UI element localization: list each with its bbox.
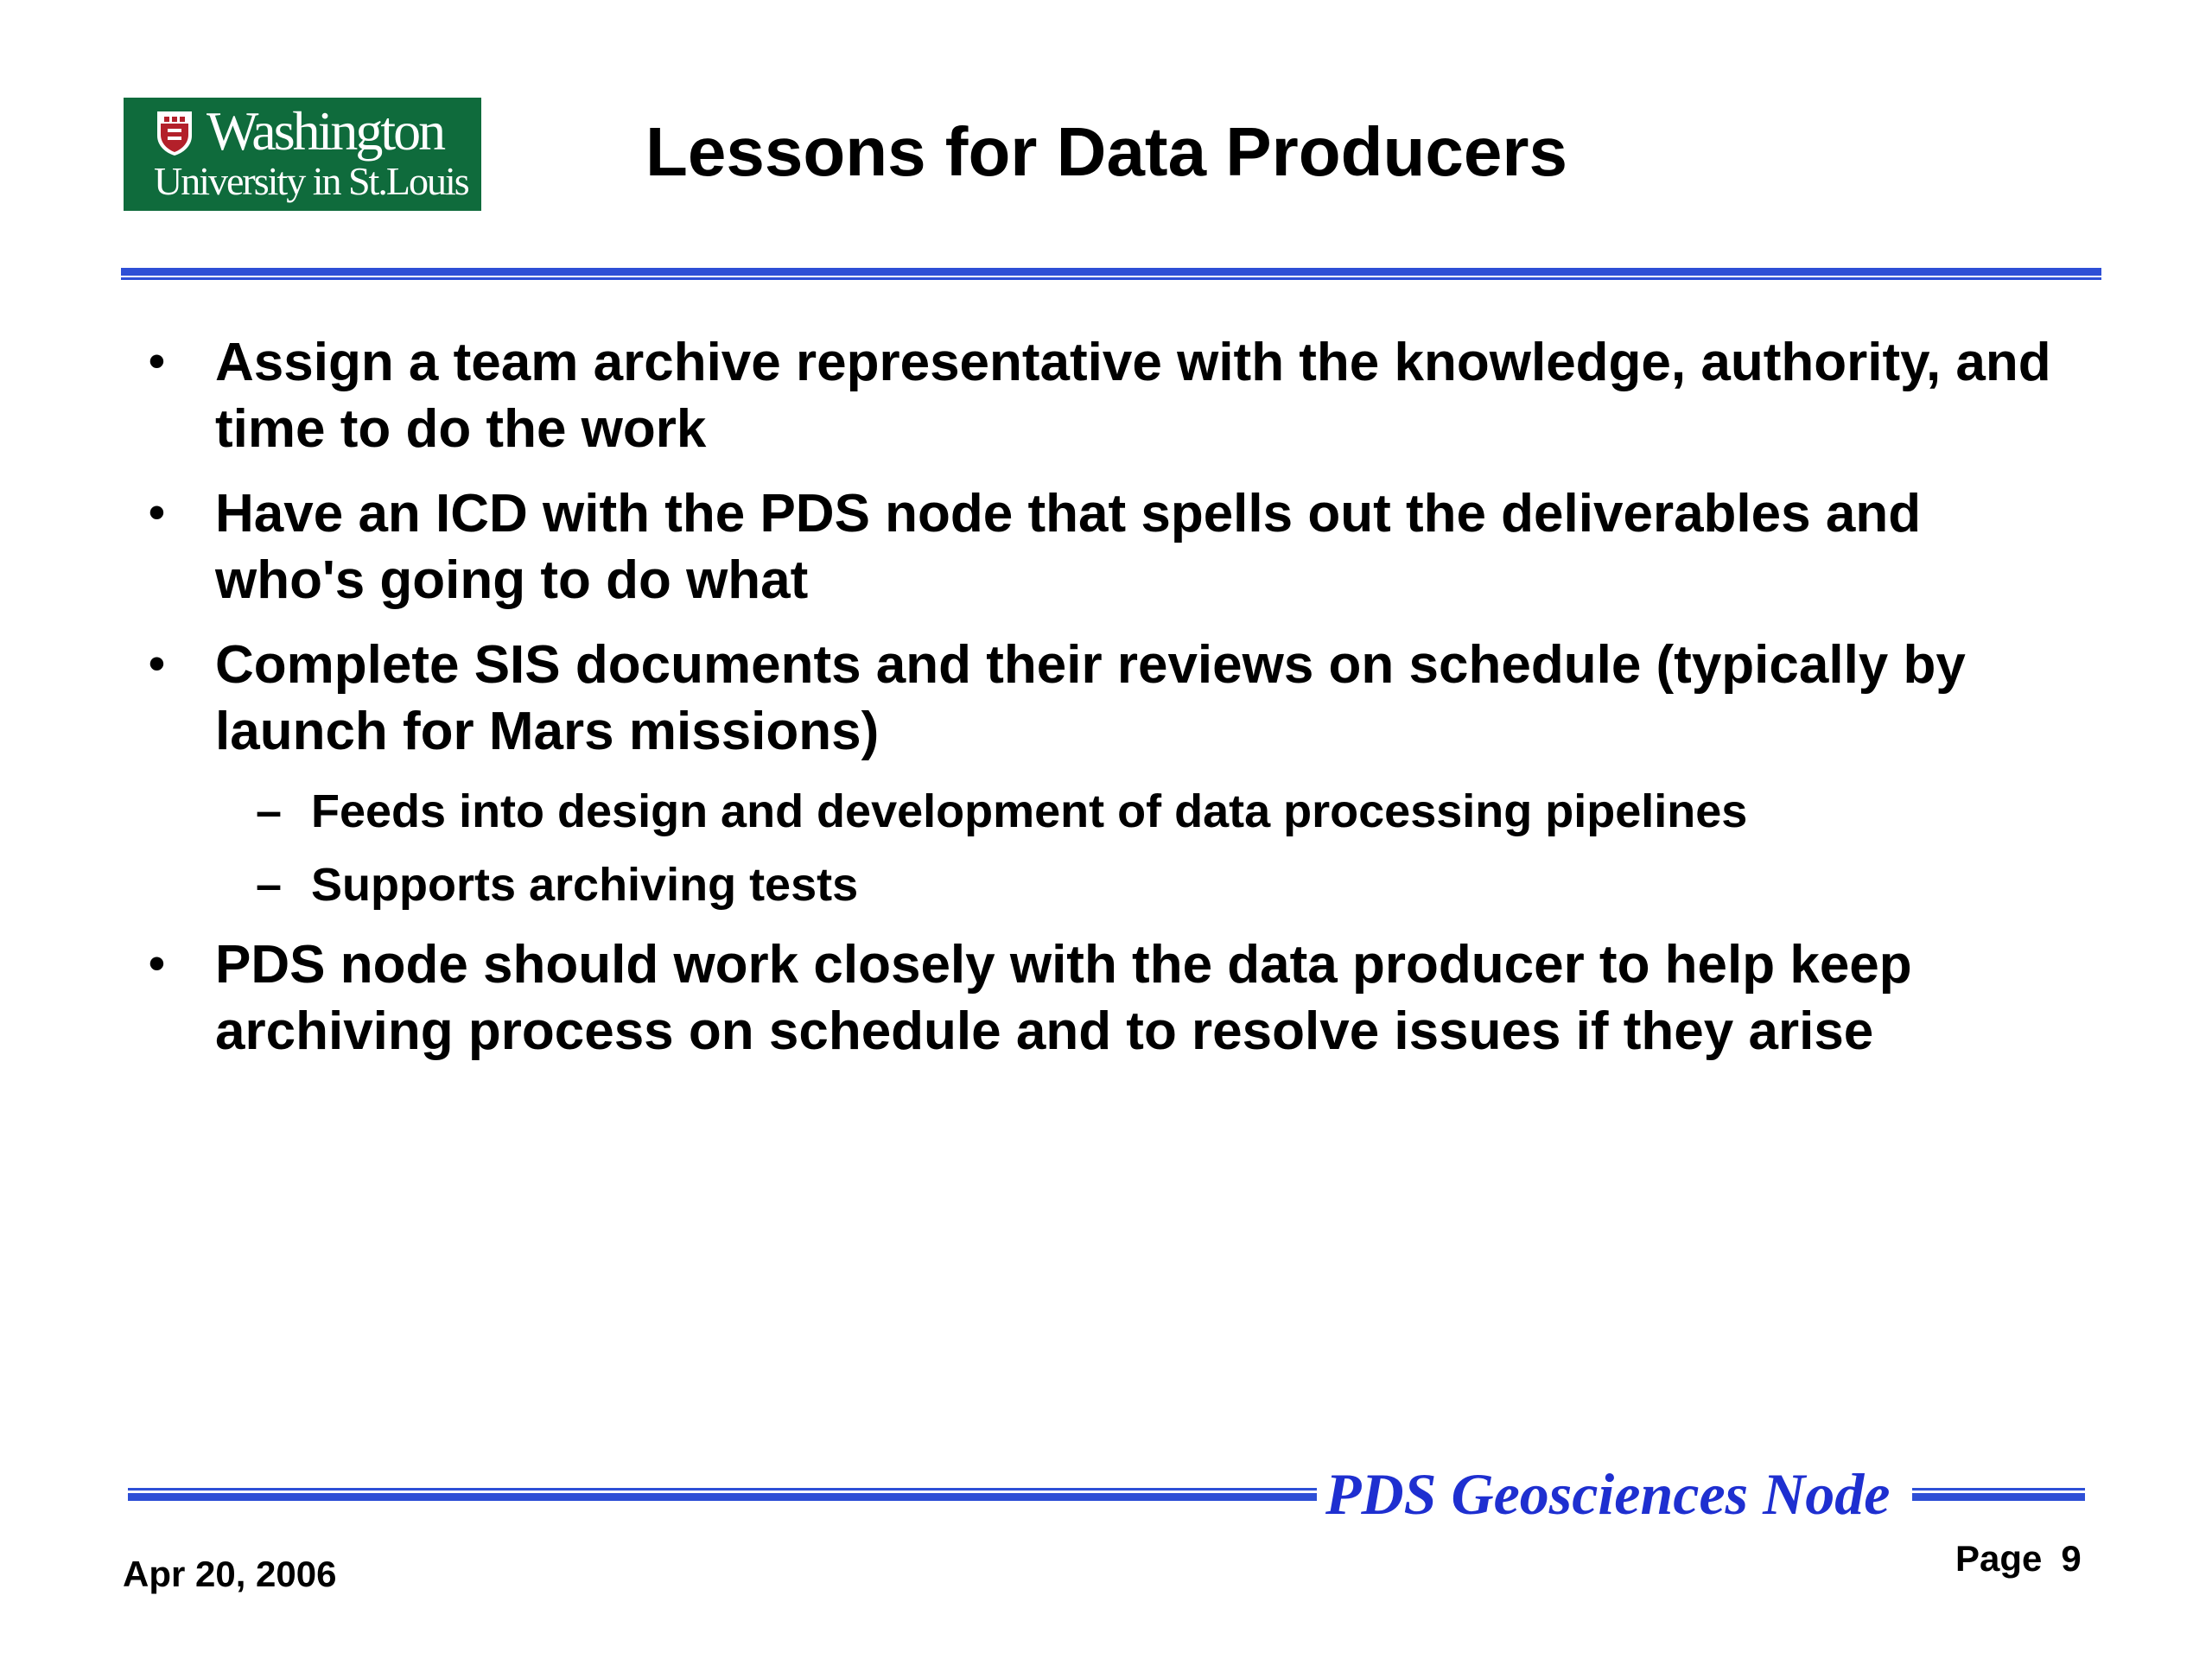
page-label: Page bbox=[1955, 1538, 2043, 1579]
footer-divider-left bbox=[128, 1488, 1317, 1502]
footer-node-name: PDS Geosciences Node bbox=[1325, 1461, 1891, 1527]
bullet-text: PDS node should work closely with the data producer to help keep archiving process on schedule and to resolve issues if they arise bbox=[215, 935, 1912, 1061]
bullet-marker: • bbox=[149, 938, 165, 989]
bullet-marker: • bbox=[149, 486, 165, 538]
sub-bullet-text: Feeds into design and development of data processing pipelines bbox=[311, 785, 1748, 837]
university-seal-icon bbox=[154, 110, 195, 156]
university-logo bbox=[124, 98, 481, 211]
bullet-marker: • bbox=[149, 335, 165, 387]
sub-bullet-marker: – bbox=[256, 859, 283, 911]
footer-date: Apr 20, 2006 bbox=[123, 1554, 337, 1594]
footer-divider-right bbox=[1912, 1488, 2085, 1502]
slide-title: Lessons for Data Producers bbox=[645, 113, 1567, 190]
bullet-text: Assign a team archive representative with the knowledge, authority, and time to do the work bbox=[215, 333, 2051, 459]
title-divider bbox=[121, 268, 2101, 280]
logo-wordmark-line2: University in St.Louis bbox=[154, 159, 468, 203]
bullet-text: Have an ICD with the PDS node that spells out the deliverables and who's going to do what bbox=[215, 484, 1922, 610]
bullet-text: Complete SIS documents and their reviews on schedule (typically by launch for Mars missions) bbox=[215, 635, 1966, 761]
sub-bullet-text: Supports archiving tests bbox=[311, 859, 859, 911]
logo-wordmark-line1: Washington bbox=[207, 100, 444, 162]
bullet-marker: • bbox=[149, 638, 165, 690]
sub-bullet-marker: – bbox=[256, 785, 283, 837]
page-number-value: 9 bbox=[2061, 1538, 2082, 1579]
page-number bbox=[1955, 1538, 2082, 1580]
